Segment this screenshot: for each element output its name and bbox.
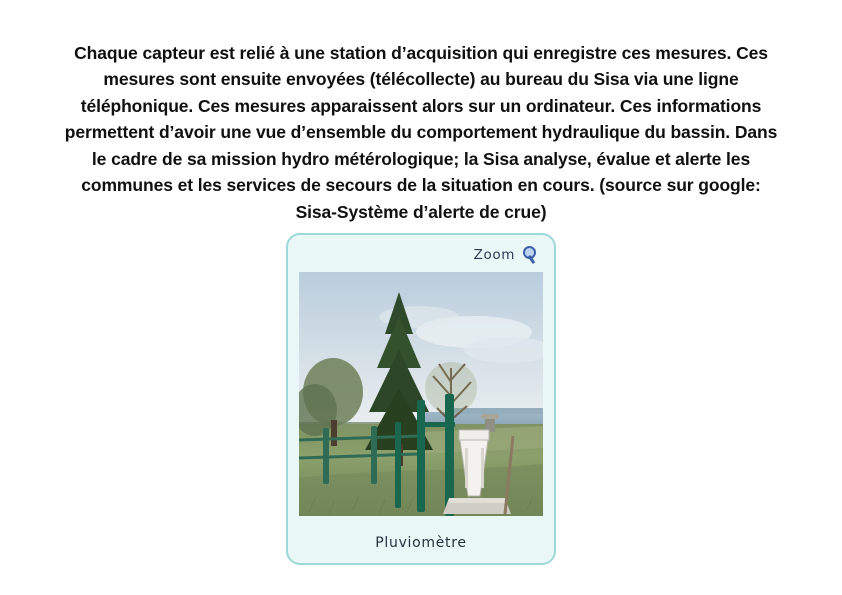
zoom-label: Zoom bbox=[473, 247, 515, 263]
figure-caption: Pluviomètre bbox=[375, 535, 467, 551]
figure-card bbox=[286, 233, 556, 565]
figure-zoom-control[interactable] bbox=[288, 239, 554, 271]
magnifier-icon[interactable] bbox=[522, 245, 538, 265]
pluviometer-photo bbox=[299, 272, 543, 516]
page-paragraph: Chaque capteur est relié à une station d’acquisition qui enregistre ces mesures. Ces mesures sont ensuite envoyées (télécollecte) au bureau du Sisa via une ligne téléphonique. Ces mesures apparaissent alors sur un ordinateur. Ces informations permettent d’avoir une vue d’ensemble du comportement hydraulique du bassin. Dans le cadre de sa mission hydro métérologique; la Sisa analyse, évalue et alerte les communes et les services de secours de la situation en cours. (source sur google: Sisa-Système d’alerte de crue) bbox=[64, 42, 778, 223]
